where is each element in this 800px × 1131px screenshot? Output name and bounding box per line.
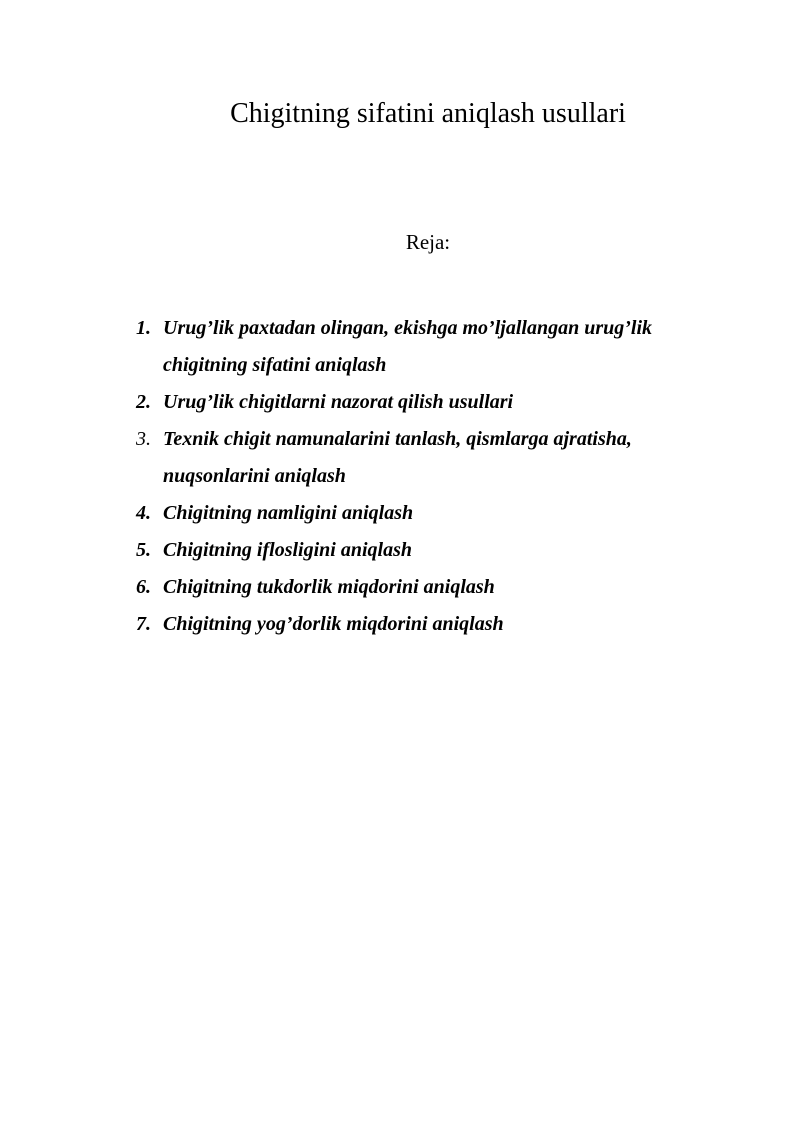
plan-item-text: Texnik chigit namunalarini tanlash, qismlarga ajratisha, nuqsonlarini aniqlash — [163, 428, 632, 487]
plan-item-2 — [136, 384, 716, 421]
plan-item-6 — [136, 569, 716, 606]
plan-item-1 — [136, 310, 716, 384]
page-title: Chigitning sifatini aniqlash usullari — [230, 97, 626, 129]
plan-item-text: Chigitning tukdorlik miqdorini aniqlash — [163, 576, 495, 598]
plan-item-number: 5. — [136, 539, 151, 561]
plan-item-number: 7. — [136, 613, 151, 635]
plan-item-number: 6. — [136, 576, 151, 598]
plan-list — [136, 310, 716, 643]
plan-item-text: Chigitning namligini aniqlash — [163, 502, 414, 524]
plan-item-text: Chigitning iflosligini aniqlash — [163, 539, 412, 561]
plan-item-number: 2. — [136, 391, 151, 413]
plan-item-number: 3. — [136, 428, 151, 450]
plan-heading: Reja: — [405, 230, 451, 254]
plan-item-4 — [136, 495, 716, 532]
plan-item-5 — [136, 532, 716, 569]
plan-item-3 — [136, 421, 716, 495]
plan-item-7 — [136, 606, 716, 643]
plan-item-text: Urug’lik chigitlarni nazorat qilish usullari — [163, 391, 514, 413]
plan-item-text: Chigitning yog’dorlik miqdorini aniqlash — [163, 613, 504, 635]
plan-item-number: 4. — [136, 502, 151, 524]
plan-item-text: Urug’lik paxtadan olingan, ekishga mo’ljallangan urug’lik chigitning sifatini aniqlash — [163, 317, 652, 376]
plan-item-number: 1. — [136, 317, 151, 339]
